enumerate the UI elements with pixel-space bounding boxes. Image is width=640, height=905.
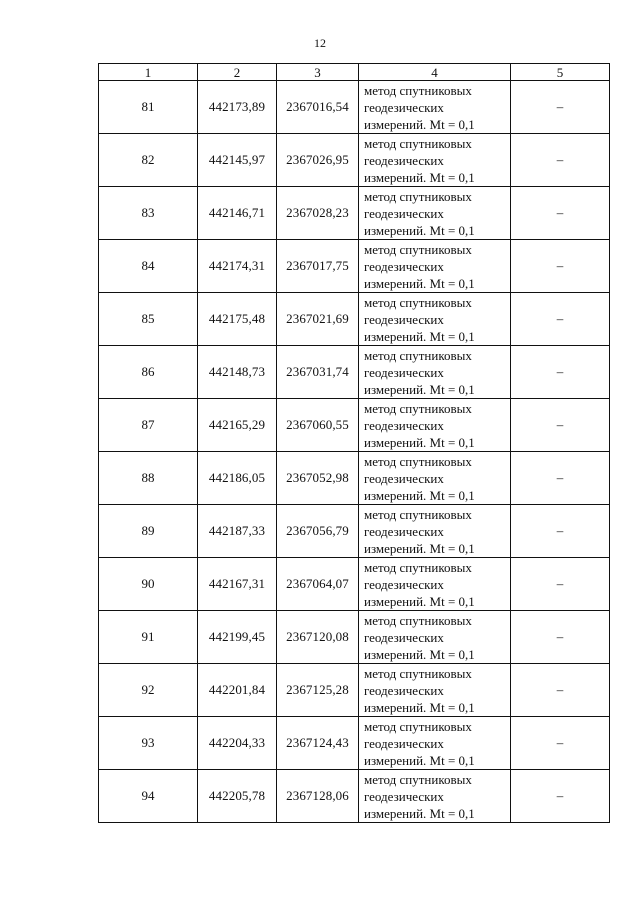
- table-row: [99, 664, 610, 717]
- x-coordinate-cell: 442145,97: [198, 134, 277, 187]
- method-cell: [359, 505, 511, 558]
- method-cell: [359, 81, 511, 134]
- note-cell: –: [511, 134, 610, 187]
- method-line: метод спутниковых: [364, 559, 472, 575]
- table-row: [99, 558, 610, 611]
- note-cell: –: [511, 452, 610, 505]
- y-coordinate-cell: 2367125,28: [277, 664, 359, 717]
- table-row: [99, 452, 610, 505]
- note-cell: –: [511, 717, 610, 770]
- method-line: геодезических: [364, 311, 444, 327]
- y-coordinate-cell: 2367016,54: [277, 81, 359, 134]
- note-cell: –: [511, 81, 610, 134]
- table-row: [99, 187, 610, 240]
- y-coordinate-cell: 2367124,43: [277, 717, 359, 770]
- table-row: [99, 240, 610, 293]
- y-coordinate-cell: 2367026,95: [277, 134, 359, 187]
- table-row: [99, 293, 610, 346]
- method-line: геодезических: [364, 629, 444, 645]
- method-line: геодезических: [364, 99, 444, 115]
- point-number-cell: 88: [99, 452, 198, 505]
- note-cell: –: [511, 346, 610, 399]
- note-cell: –: [511, 399, 610, 452]
- note-cell: –: [511, 664, 610, 717]
- point-number-cell: 81: [99, 81, 198, 134]
- x-coordinate-cell: 442205,78: [198, 770, 277, 823]
- method-line: метод спутниковых: [364, 82, 472, 98]
- point-number-cell: 85: [99, 293, 198, 346]
- method-line: метод спутниковых: [364, 135, 472, 151]
- point-number-cell: 84: [99, 240, 198, 293]
- method-cell: [359, 770, 511, 823]
- table-row: [99, 134, 610, 187]
- method-line: метод спутниковых: [364, 188, 472, 204]
- x-coordinate-cell: 442165,29: [198, 399, 277, 452]
- method-line: измерений. Mt = 0,1: [364, 169, 475, 185]
- note-cell: –: [511, 293, 610, 346]
- table-row: [99, 717, 610, 770]
- x-coordinate-cell: 442204,33: [198, 717, 277, 770]
- method-line: измерений. Mt = 0,1: [364, 487, 475, 503]
- method-line: метод спутниковых: [364, 400, 472, 416]
- method-line: измерений. Mt = 0,1: [364, 805, 475, 821]
- point-number-cell: 94: [99, 770, 198, 823]
- note-cell: –: [511, 187, 610, 240]
- method-line: метод спутниковых: [364, 612, 472, 628]
- method-cell: [359, 399, 511, 452]
- y-coordinate-cell: 2367056,79: [277, 505, 359, 558]
- method-line: метод спутниковых: [364, 506, 472, 522]
- table-row: [99, 346, 610, 399]
- point-number-cell: 86: [99, 346, 198, 399]
- y-coordinate-cell: 2367031,74: [277, 346, 359, 399]
- method-line: метод спутниковых: [364, 241, 472, 257]
- method-cell: [359, 717, 511, 770]
- method-cell: [359, 346, 511, 399]
- note-cell: –: [511, 611, 610, 664]
- x-coordinate-cell: 442174,31: [198, 240, 277, 293]
- method-line: метод спутниковых: [364, 771, 472, 787]
- note-cell: –: [511, 240, 610, 293]
- point-number-cell: 87: [99, 399, 198, 452]
- method-line: измерений. Mt = 0,1: [364, 116, 475, 132]
- y-coordinate-cell: 2367017,75: [277, 240, 359, 293]
- table-row: [99, 81, 610, 134]
- method-line: геодезических: [364, 735, 444, 751]
- x-coordinate-cell: 442175,48: [198, 293, 277, 346]
- method-line: геодезических: [364, 682, 444, 698]
- method-line: измерений. Mt = 0,1: [364, 434, 475, 450]
- method-line: геодезических: [364, 470, 444, 486]
- method-line: измерений. Mt = 0,1: [364, 275, 475, 291]
- point-number-cell: 91: [99, 611, 198, 664]
- method-line: измерений. Mt = 0,1: [364, 540, 475, 556]
- method-cell: [359, 134, 511, 187]
- y-coordinate-cell: 2367028,23: [277, 187, 359, 240]
- method-cell: [359, 293, 511, 346]
- page-number: 12: [314, 36, 326, 50]
- method-cell: [359, 187, 511, 240]
- coordinates-table: [98, 63, 610, 823]
- method-line: геодезических: [364, 258, 444, 274]
- x-coordinate-cell: 442187,33: [198, 505, 277, 558]
- x-coordinate-cell: 442146,71: [198, 187, 277, 240]
- y-coordinate-cell: 2367060,55: [277, 399, 359, 452]
- table-row: [99, 399, 610, 452]
- x-coordinate-cell: 442173,89: [198, 81, 277, 134]
- table-body: [99, 81, 610, 823]
- point-number-cell: 92: [99, 664, 198, 717]
- point-number-cell: 90: [99, 558, 198, 611]
- header-row: [99, 64, 610, 81]
- x-coordinate-cell: 442186,05: [198, 452, 277, 505]
- note-cell: –: [511, 505, 610, 558]
- y-coordinate-cell: 2367120,08: [277, 611, 359, 664]
- header-cell-1: 1: [99, 64, 198, 81]
- method-line: метод спутниковых: [364, 294, 472, 310]
- method-cell: [359, 452, 511, 505]
- x-coordinate-cell: 442201,84: [198, 664, 277, 717]
- method-cell: [359, 558, 511, 611]
- y-coordinate-cell: 2367128,06: [277, 770, 359, 823]
- x-coordinate-cell: 442167,31: [198, 558, 277, 611]
- y-coordinate-cell: 2367052,98: [277, 452, 359, 505]
- table-row: [99, 505, 610, 558]
- method-line: геодезических: [364, 205, 444, 221]
- note-cell: –: [511, 770, 610, 823]
- method-line: геодезических: [364, 523, 444, 539]
- method-cell: [359, 664, 511, 717]
- method-line: измерений. Mt = 0,1: [364, 646, 475, 662]
- method-line: измерений. Mt = 0,1: [364, 593, 475, 609]
- header-cell-2: 2: [198, 64, 277, 81]
- method-line: метод спутниковых: [364, 665, 472, 681]
- method-line: метод спутниковых: [364, 347, 472, 363]
- method-line: измерений. Mt = 0,1: [364, 699, 475, 715]
- y-coordinate-cell: 2367021,69: [277, 293, 359, 346]
- x-coordinate-cell: 442199,45: [198, 611, 277, 664]
- y-coordinate-cell: 2367064,07: [277, 558, 359, 611]
- method-cell: [359, 611, 511, 664]
- method-line: измерений. Mt = 0,1: [364, 752, 475, 768]
- table-row: [99, 611, 610, 664]
- method-line: измерений. Mt = 0,1: [364, 222, 475, 238]
- header-cell-4: 4: [359, 64, 511, 81]
- point-number-cell: 89: [99, 505, 198, 558]
- method-line: геодезических: [364, 364, 444, 380]
- method-line: геодезических: [364, 576, 444, 592]
- point-number-cell: 83: [99, 187, 198, 240]
- method-line: измерений. Mt = 0,1: [364, 328, 475, 344]
- header-cell-3: 3: [277, 64, 359, 81]
- method-line: геодезических: [364, 417, 444, 433]
- method-line: измерений. Mt = 0,1: [364, 381, 475, 397]
- method-line: геодезических: [364, 788, 444, 804]
- point-number-cell: 82: [99, 134, 198, 187]
- header-cell-5: 5: [511, 64, 610, 81]
- table-row: [99, 770, 610, 823]
- x-coordinate-cell: 442148,73: [198, 346, 277, 399]
- method-line: метод спутниковых: [364, 718, 472, 734]
- note-cell: –: [511, 558, 610, 611]
- table-header: [99, 64, 610, 81]
- point-number-cell: 93: [99, 717, 198, 770]
- method-line: геодезических: [364, 152, 444, 168]
- method-cell: [359, 240, 511, 293]
- method-line: метод спутниковых: [364, 453, 472, 469]
